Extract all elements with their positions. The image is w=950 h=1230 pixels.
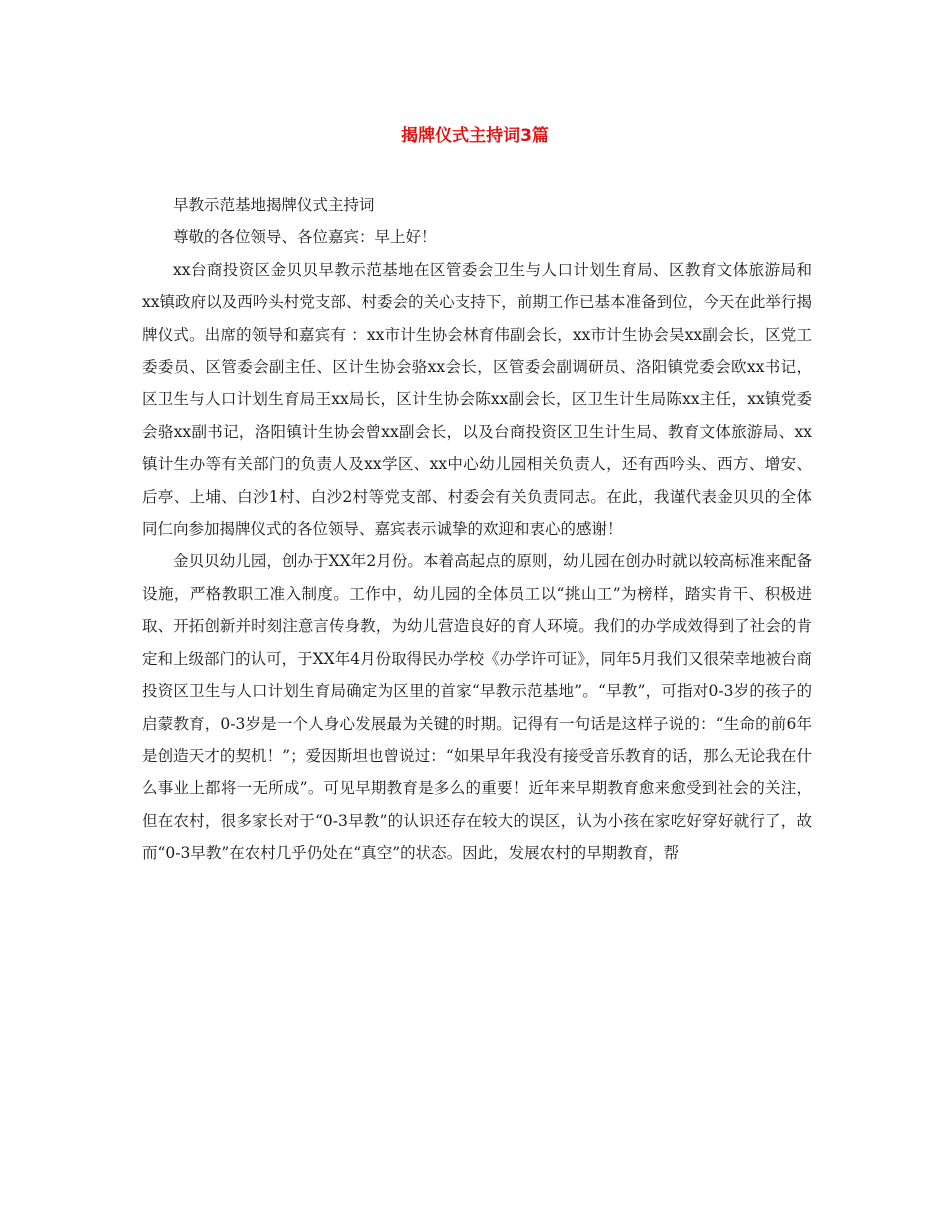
document-title: 揭牌仪式主持词3篇 — [401, 126, 549, 146]
document-body — [142, 189, 812, 870]
paragraph-subtitle: 早教示范基地揭牌仪式主持词 — [173, 196, 375, 214]
paragraph-kindergarten-intro: 金贝贝幼儿园，创办于XX年2月份。本着高起点的原则，幼儿园在创办时就以较高标准来配备设施，严格教职工准入制度。工作中，幼儿园的全体员工以“挑山工”为榜样，踏实肯干、积极进取、开拓创新并时刻注意言传身教，为幼儿营造良好的育人环境。我们的办学成效得到了社会的肯定和上级部门的认可，于XX年4月份取得民办学校《办学许可证》，同年5月我们又很荣幸地被台商投资区卫生与人口计划生育局确定为区里的首家“早教示范基地”。“早教”，可指对0-3岁的孩子的启蒙教育，0-3岁是一个人身心发展最为关键的时期。记得有一句话是这样子说的：“生命的前6年是创造天才的契机！”；爱因斯坦也曾说过：“如果早年我没有接受音乐教育的话，那么无论我在什么事业上都将一无所成”。可见早期教育是多么的重要！近年来早期教育愈来愈受到社会的关注，但在农村，很多家长对于“0-3早教”的认识还存在较大的误区，认为小孩在家吃好穿好就行了，故而“0-3早教”在农村几乎仍处在“真空”的状态。因此，发展农村的早期教育，帮 — [142, 552, 812, 863]
paragraph-greeting: 尊敬的各位领导、各位嘉宾：早上好！ — [173, 228, 437, 247]
paragraph-attendees: xx台商投资区金贝贝早教示范基地在区管委会卫生与人口计划生育局、区教育文体旅游局和xx镇政府以及西吟头村党支部、村委会的关心支持下，前期工作已基本准备到位，今天在此举行揭牌仪式。出席的领导和嘉宾有 ：xx市计生协会林育伟副会长，xx市计生协会吴xx副会长，区党工委委员、区管委会副主任、区计生协会骆xx会长，区管委会副调研员、洛阳镇党委会欧xx书记，区卫生与人口计划生育局王xx局长，区计生协会陈xx副会长，区卫生计生局陈xx主任，xx镇党委会骆xx副书记，洛阳镇计生协会曾xx副会长，以及台商投资区卫生计生局、教育文体旅游局、xx镇计生办等有关部门的负责人及xx学区、xx中心幼儿园相关负责人，还有西吟头、西方、增安、后亭、上埔、白沙1村、白沙2村等党支部、村委会有关负责同志。在此，我谨代表金贝贝的全体同仁向参加揭牌仪式的各位领导、嘉宾表示诚挚的欢迎和衷心的感谢！ — [142, 260, 812, 539]
